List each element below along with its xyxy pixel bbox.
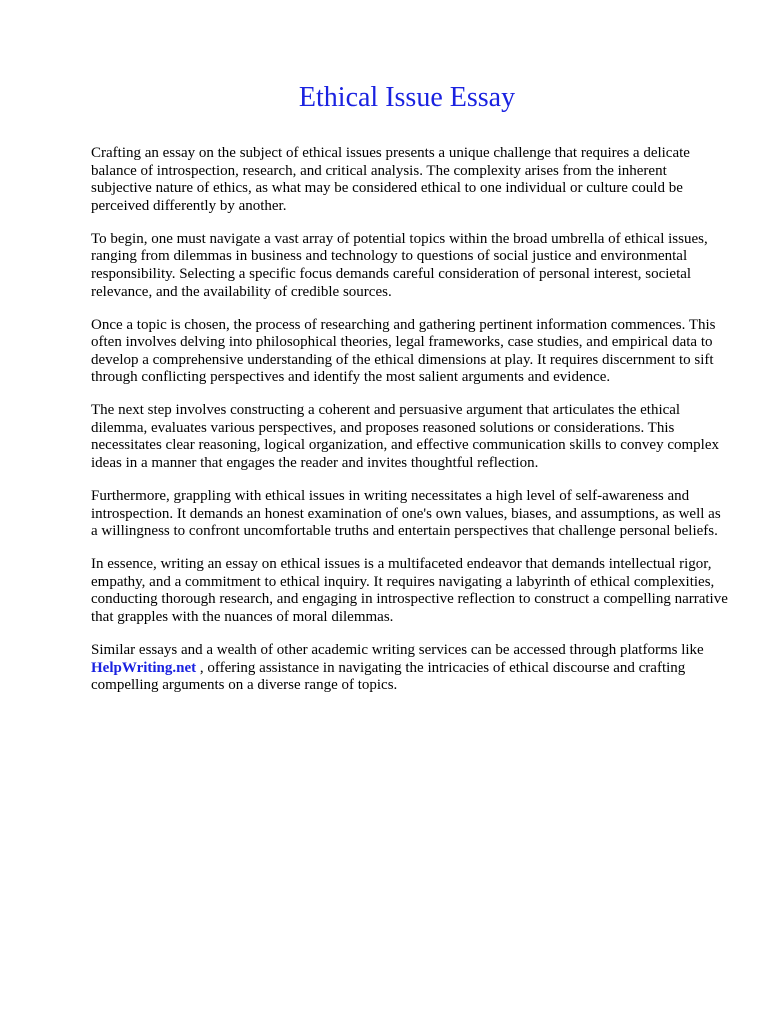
paragraph-3: Once a topic is chosen, the process of researching and gathering pertinent information commences. This often involves delving into philosophical theories, legal frameworks, case studies, and empirical data to develop a comprehensive understanding of the ethical dimensions at play. It requires discernment to sift through conflicting perspectives and identify the most salient arguments and evidence. [91, 316, 716, 386]
paragraph-2: To begin, one must navigate a vast array of potential topics within the broad umbrella of ethical issues, ranging from dilemmas in business and technology to questions of social justice and environmental responsibility. Selecting a specific focus demands careful consideration of personal interest, societal relevance, and the availability of credible sources. [91, 230, 708, 300]
paragraph-1: Crafting an essay on the subject of ethical issues presents a unique challenge that requires a delicate balance of introspection, research, and critical analysis. The complexity arises from the inherent subjective nature of ethics, as what may be considered ethical to one individual or culture could be perceived differently by another. [91, 145, 690, 214]
paragraph-4: The next step involves constructing a coherent and persuasive argument that articulates the ethical dilemma, evaluates various perspectives, and proposes reasoned solutions or considerations. This necessitates clear reasoning, logical organization, and effective communication skills to convey complex ideas in a manner that engages the reader and invites thoughtful reflection. [91, 402, 719, 472]
closing-paragraph [91, 642, 731, 695]
helpwriting-link[interactable]: HelpWriting.net [91, 659, 197, 676]
paragraph-5: Furthermore, grappling with ethical issues in writing necessitates a high level of self-awareness and introspection. It demands an honest examination of one's own values, biases, and assumptions, as well as a willingness to confront uncomfortable truths and entertain perspectives that challenge personal beliefs. [91, 488, 721, 540]
document-body [91, 145, 731, 710]
closing-text-before-link: Similar essays and a wealth of other academic writing services can be accessed through platforms like [91, 642, 704, 658]
closing-text-after-link: , offering assistance in navigating the intricacies of ethical discourse and crafting compelling arguments on a diverse range of topics. [91, 659, 686, 694]
document-title: Ethical Issue Essay [298, 82, 516, 113]
paragraph-6: In essence, writing an essay on ethical issues is a multifaceted endeavor that demands intellectual rigor, empathy, and a commitment to ethical inquiry. It requires navigating a labyrinth of ethical complexities, conducting thorough research, and engaging in introspective reflection to construct a compelling narrative that grapples with the nuances of moral dilemmas. [91, 556, 728, 626]
